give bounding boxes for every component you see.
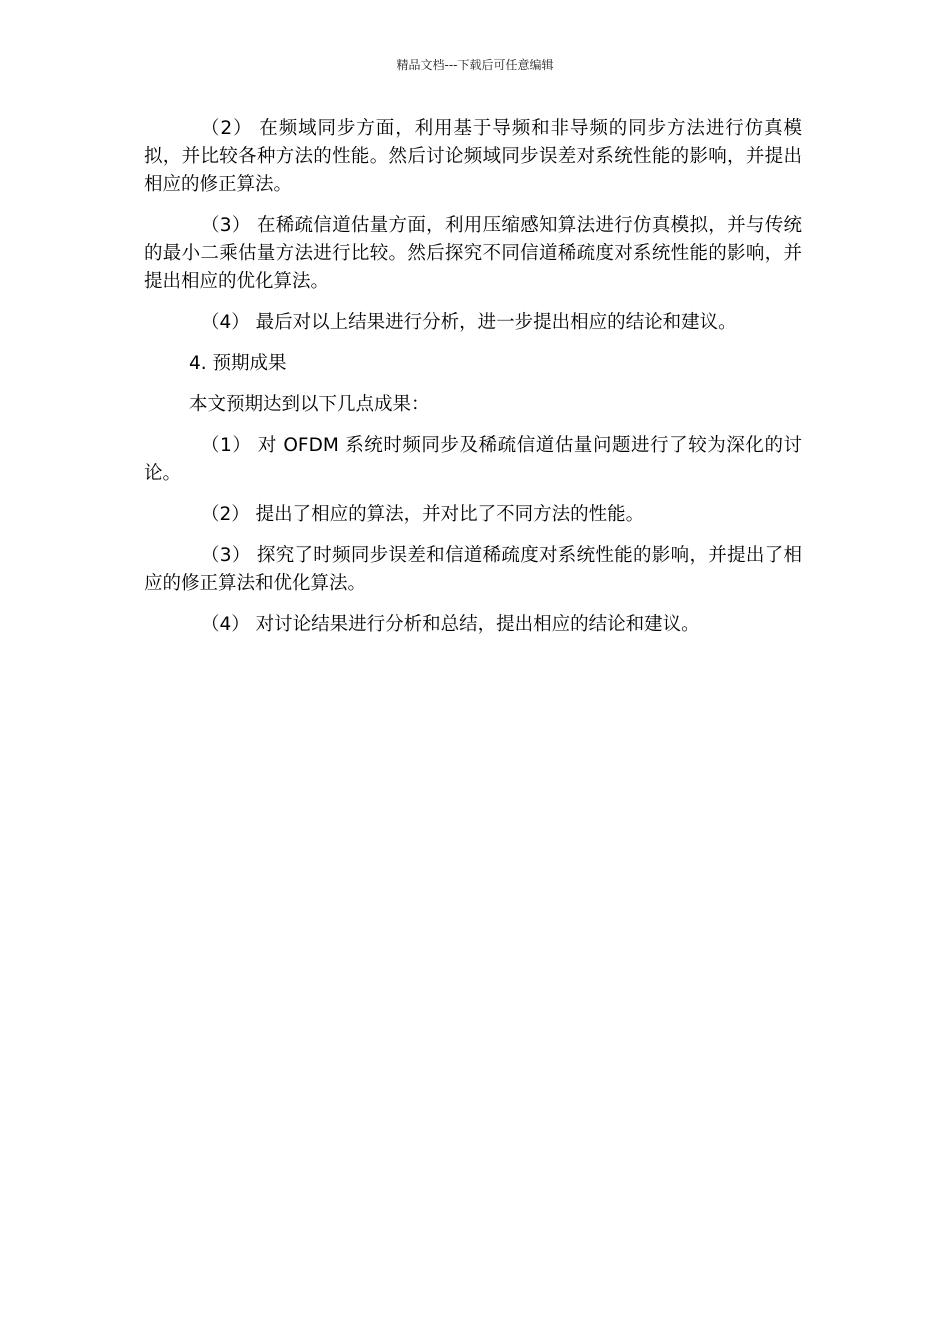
paragraph-sparse-channel: （3） 在稀疏信道估量方面，利用压缩感知算法进行仿真模拟，并与传统的最小二乘估量方法进行比较。然后探究不同信道稀疏度对系统性能的影响，并提出相应的优化算法。	[144, 215, 802, 292]
section-heading-expected-results: 4. 预期成果	[189, 353, 287, 374]
result-item-4: （4） 对讨论结果进行分析和总结，提出相应的结论和建议。	[201, 614, 700, 635]
paragraph-analysis: （4） 最后对以上结果进行分析，进一步提出相应的结论和建议。	[201, 312, 737, 333]
document-body	[144, 115, 802, 652]
page-header: 精品文档---下载后可任意编辑	[396, 58, 554, 72]
result-item-2: （2） 提出了相应的算法，并对比了不同方法的性能。	[201, 504, 645, 525]
result-item-3: （3） 探究了时频同步误差和信道稀疏度对系统性能的影响，并提出了相应的修正算法和优化算法。	[144, 545, 802, 594]
result-item-1: （1） 对 OFDM 系统时频同步及稀疏信道估量问题进行了较为深化的讨论。	[144, 435, 802, 484]
paragraph-results-intro: 本文预期达到以下几点成果：	[189, 394, 430, 415]
paragraph-frequency-sync: （2） 在频域同步方面，利用基于导频和非导频的同步方法进行仿真模拟，并比较各种方法的性能。然后讨论频域同步误差对系统性能的影响，并提出相应的修正算法。	[144, 118, 802, 195]
